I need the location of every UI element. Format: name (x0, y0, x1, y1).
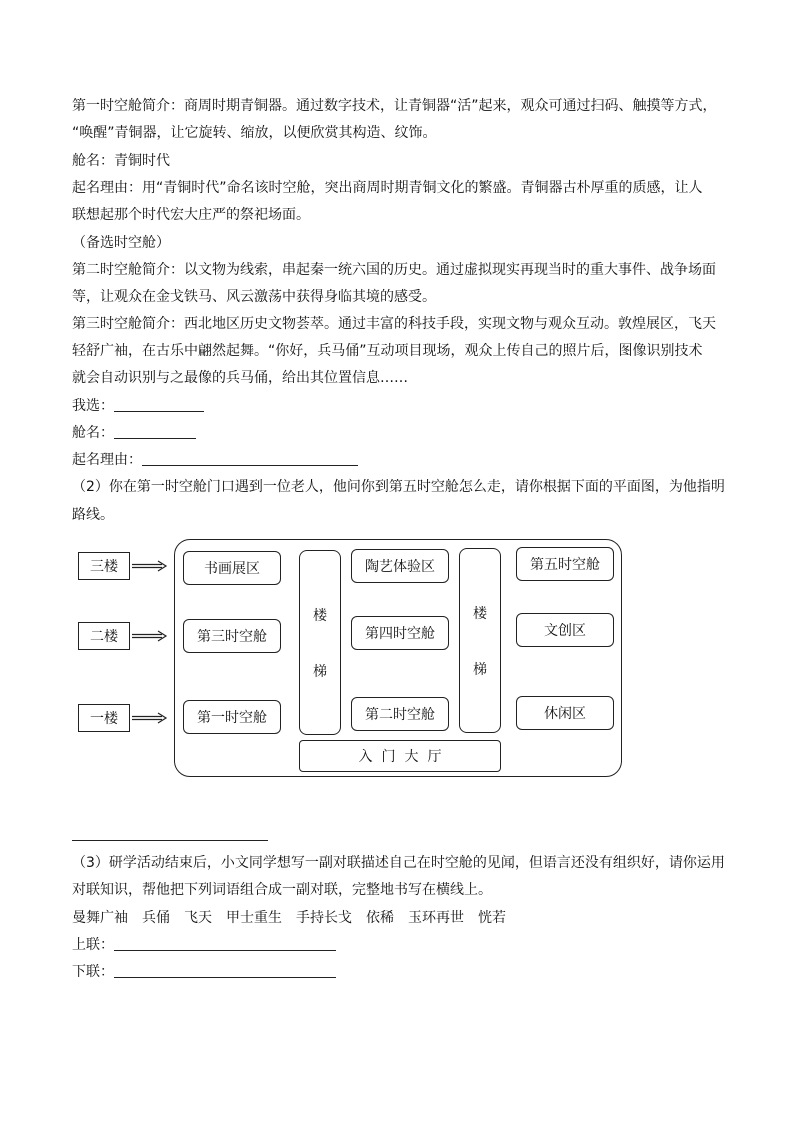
choose-label: 我选： (72, 398, 114, 414)
room-cabin-5: 第五时空舱 (516, 547, 614, 581)
backup-heading: （备选时空舱） (72, 235, 170, 251)
word-item: 恍若 (478, 910, 506, 926)
question3-line1: （3）研学活动结束后，小文同学想写一副对联描述自己在时空舱的见闻，但语言还没有组织好，请你运用 (72, 855, 725, 871)
intro-cabin3-line1: 第三时空舱简介：西北地区历史文物荟萃。通过丰富的科技手段，实现文物与观众互动。敦煌展区，飞天 (72, 316, 716, 332)
stair-char: 楼 (473, 605, 487, 622)
intro-cabin2-line2: 等，让观众在金戈铁马、风云激荡中获得身临其境的感受。 (72, 289, 436, 305)
name-answer-row (72, 423, 196, 443)
intro-cabin3-line2: 轻舒广袖，在古乐中翩然起舞。“你好，兵马俑”互动项目现场，观众上传自己的照片后，图像识别技术 (72, 343, 703, 359)
cabin-name: 舱名：青铜时代 (72, 153, 170, 169)
room-cabin-3: 第三时空舱 (183, 619, 281, 653)
staircase-left (299, 550, 341, 735)
room-cabin-2: 第二时空舱 (351, 697, 449, 731)
intro-cabin1-line1: 第一时空舱简介：商周时期青铜器。通过数字技术，让青铜器“活”起来，观众可通过扫码、触摸等方式， (72, 98, 717, 114)
intro-cabin2-line1: 第二时空舱简介：以文物为线索，串起秦一统六国的历史。通过虚拟现实再现当时的重大事件、战争场面 (72, 262, 716, 278)
stair-char: 梯 (313, 663, 327, 680)
name-label: 舱名： (72, 425, 114, 441)
word-list (72, 908, 506, 928)
name-blank[interactable] (114, 424, 196, 439)
floor-label-1: 一楼 (78, 704, 130, 732)
stair-char: 楼 (313, 607, 327, 624)
reason-blank[interactable] (142, 451, 358, 466)
staircase-right (459, 548, 501, 733)
floor-label-2: 二楼 (78, 622, 130, 650)
upper-couplet-row (72, 935, 336, 955)
word-item: 玉环再世 (408, 910, 464, 926)
question3-line2: 对联知识，帮他把下列词语组合成一副对联，完整地书写在横线上。 (72, 882, 492, 898)
naming-reason-line1: 起名理由：用“青铜时代”命名该时空舱，突出商周时期青铜文化的繁盛。青铜器古朴厚重的质感，让人 (72, 180, 703, 196)
answer-rule (72, 840, 268, 841)
room-calligraphy-painting: 书画展区 (183, 551, 281, 585)
word-item: 曼舞广袖 (72, 910, 128, 926)
reason-answer-row (72, 450, 358, 470)
intro-cabin1-line2: “唤醒”青铜器，让它旋转、缩放，以便欣赏其构造、纹饰。 (72, 125, 437, 141)
word-item: 依稀 (366, 910, 394, 926)
word-item: 兵俑 (142, 910, 170, 926)
room-cabin-4: 第四时空舱 (351, 616, 449, 650)
room-cultural-creative: 文创区 (516, 613, 614, 647)
arrow-icon (132, 712, 168, 724)
word-item: 飞天 (184, 910, 212, 926)
entrance-hall-label: 入门大厅 (358, 749, 451, 765)
upper-couplet-label: 上联： (72, 937, 114, 953)
choose-blank[interactable] (114, 397, 204, 412)
arrow-icon (132, 630, 168, 642)
intro-cabin3-line3: 就会自动识别与之最像的兵马俑，给出其位置信息…… (72, 370, 408, 386)
arrow-icon (132, 560, 168, 572)
lower-couplet-label: 下联： (72, 964, 114, 980)
stair-char: 梯 (473, 661, 487, 678)
room-pottery: 陶艺体验区 (351, 549, 449, 583)
choose-answer-row (72, 396, 204, 416)
word-item: 甲士重生 (226, 910, 282, 926)
floor-label-3: 三楼 (78, 552, 130, 580)
question2-line1: （2）你在第一时空舱门口遇到一位老人，他问你到第五时空舱怎么走，请你根据下面的平面图，为他指明 (72, 479, 725, 495)
entrance-hall (299, 740, 501, 772)
lower-couplet-blank[interactable] (114, 963, 336, 978)
lower-couplet-row (72, 962, 336, 982)
word-item: 手持长戈 (296, 910, 352, 926)
naming-reason-line2: 联想起那个时代宏大庄严的祭祀场面。 (72, 207, 310, 223)
question2-line2: 路线。 (72, 507, 114, 523)
upper-couplet-blank[interactable] (114, 936, 336, 951)
reason-label: 起名理由： (72, 452, 142, 468)
room-cabin-1: 第一时空舱 (183, 700, 281, 734)
room-leisure: 休闲区 (516, 696, 614, 730)
